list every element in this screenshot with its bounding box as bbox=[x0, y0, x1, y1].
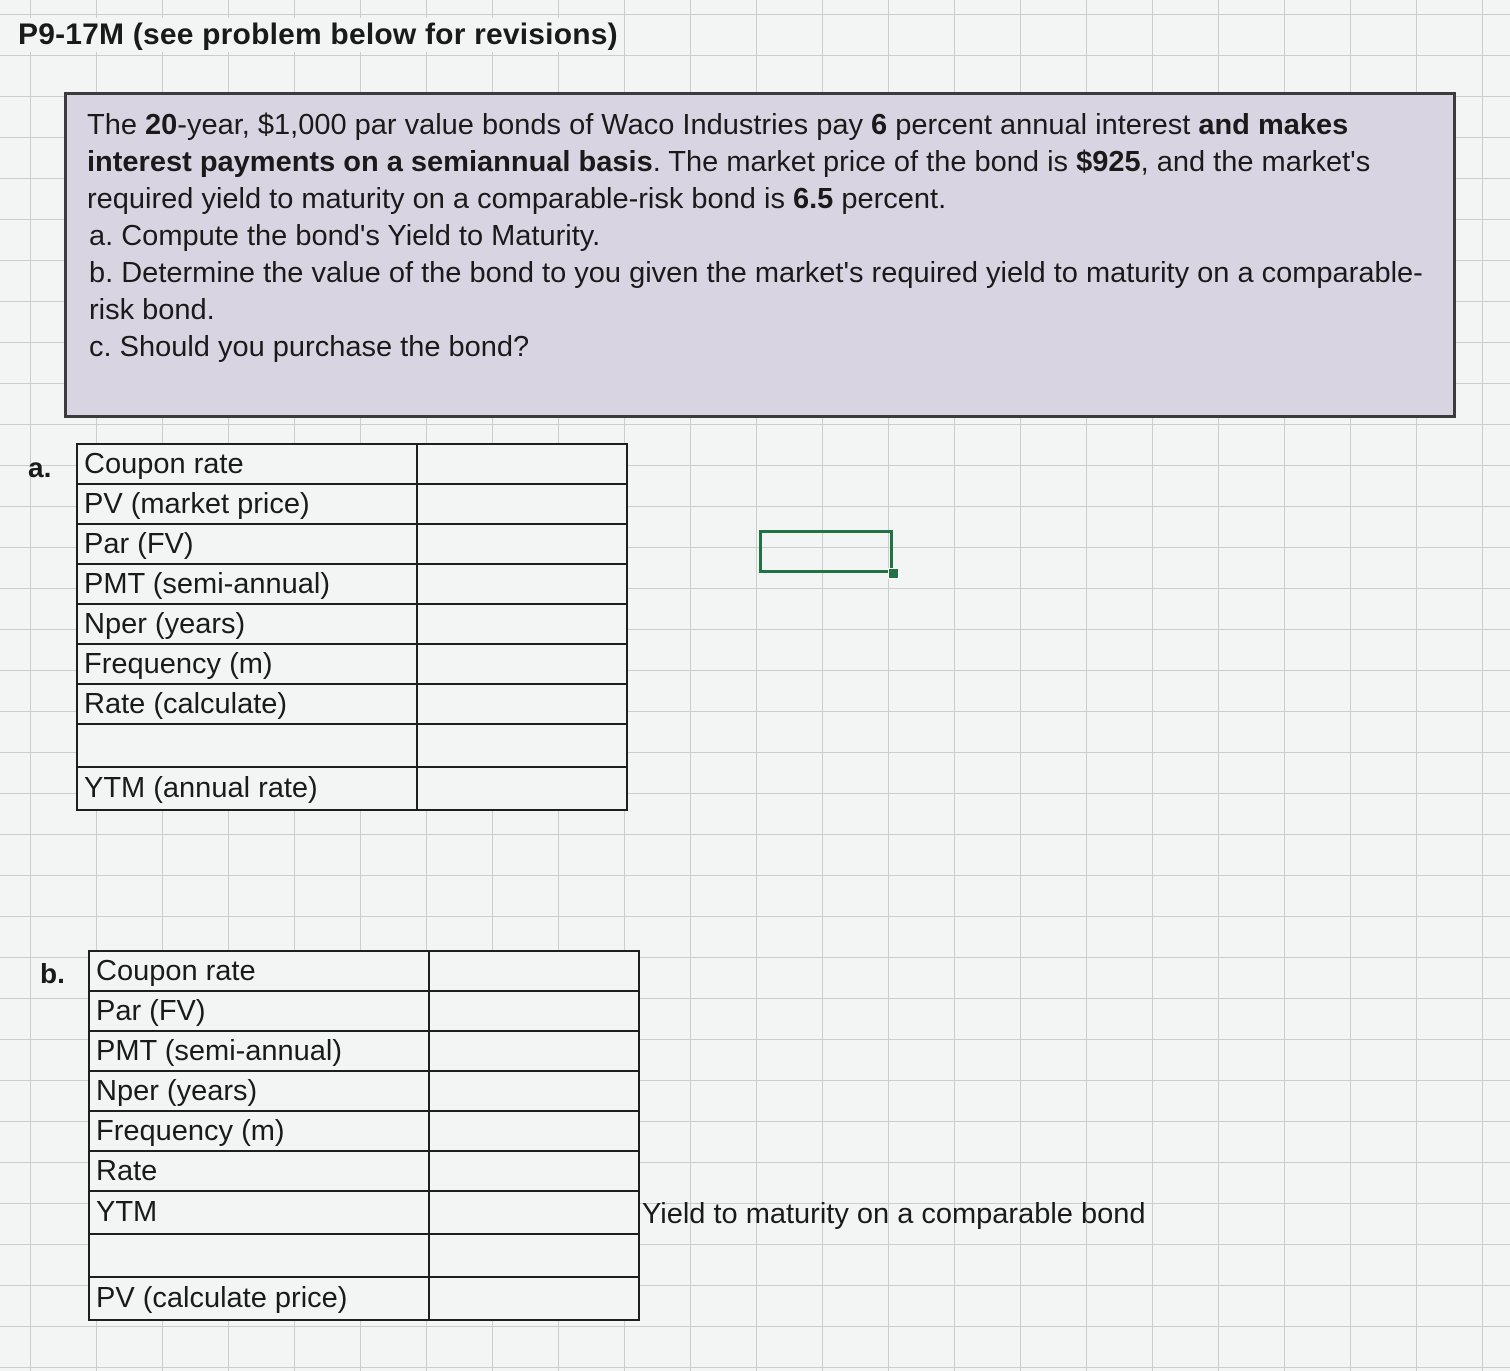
problem-item-b: b. Determine the value of the bond to you given the market's required yield to maturity on a comparable-risk bond. bbox=[89, 257, 1423, 326]
section-a-label[interactable]: a. bbox=[28, 452, 52, 483]
problem-intro: The 20-year, $1,000 par value bonds of Waco Industries pay 6 percent annual interest and makes interest payments on a semiannual basis. The market price of the bond is $925, and the market's required yield to maturity on a comparable-risk bond is 6.5 percent. bbox=[87, 109, 1371, 215]
table-row bbox=[89, 991, 639, 1031]
label-cell[interactable]: Frequency (m) bbox=[89, 1111, 429, 1151]
table-row bbox=[89, 1071, 639, 1111]
table-row bbox=[77, 604, 627, 644]
problem-item-c: c. Should you purchase the bond? bbox=[89, 331, 530, 363]
table-row bbox=[89, 1031, 639, 1071]
label-cell[interactable]: YTM bbox=[89, 1191, 429, 1234]
value-cell[interactable] bbox=[417, 444, 627, 484]
value-cell[interactable] bbox=[417, 767, 627, 810]
value-cell[interactable] bbox=[429, 1151, 639, 1191]
table-row bbox=[89, 1151, 639, 1191]
value-cell[interactable] bbox=[429, 1277, 639, 1320]
table-row bbox=[77, 767, 627, 810]
section-a-table bbox=[76, 443, 628, 811]
table-row bbox=[77, 564, 627, 604]
active-cell-selection[interactable] bbox=[759, 530, 893, 573]
value-cell[interactable] bbox=[417, 724, 627, 767]
value-cell[interactable] bbox=[429, 1031, 639, 1071]
table-row bbox=[77, 484, 627, 524]
table-row bbox=[89, 1191, 639, 1234]
value-cell[interactable] bbox=[429, 1191, 639, 1234]
value-cell[interactable] bbox=[417, 524, 627, 564]
table-row bbox=[89, 1111, 639, 1151]
label-cell[interactable]: Frequency (m) bbox=[77, 644, 417, 684]
value-cell[interactable] bbox=[417, 484, 627, 524]
label-cell[interactable]: PMT (semi-annual) bbox=[77, 564, 417, 604]
label-cell[interactable]: Coupon rate bbox=[77, 444, 417, 484]
label-cell[interactable]: Par (FV) bbox=[77, 524, 417, 564]
table-row bbox=[77, 444, 627, 484]
problem-item-a: a. Compute the bond's Yield to Maturity. bbox=[89, 220, 601, 252]
table-row bbox=[77, 524, 627, 564]
label-cell[interactable]: PV (calculate price) bbox=[89, 1277, 429, 1320]
value-cell[interactable] bbox=[429, 991, 639, 1031]
section-b-label[interactable]: b. bbox=[40, 958, 65, 989]
value-cell[interactable] bbox=[429, 1071, 639, 1111]
table-row bbox=[77, 724, 627, 767]
label-cell[interactable]: Nper (years) bbox=[89, 1071, 429, 1111]
fill-handle[interactable] bbox=[888, 568, 899, 579]
value-cell[interactable] bbox=[429, 1111, 639, 1151]
ytm-note[interactable]: Yield to maturity on a comparable bond bbox=[642, 1198, 1146, 1230]
label-cell[interactable]: Coupon rate bbox=[89, 951, 429, 991]
sheet-title[interactable]: P9-17M (see problem below for revisions) bbox=[18, 18, 622, 52]
table-row bbox=[89, 951, 639, 991]
value-cell[interactable] bbox=[417, 564, 627, 604]
label-cell[interactable]: Rate bbox=[89, 1151, 429, 1191]
value-cell[interactable] bbox=[417, 604, 627, 644]
label-cell[interactable] bbox=[89, 1234, 429, 1277]
value-cell[interactable] bbox=[417, 684, 627, 724]
label-cell[interactable]: Nper (years) bbox=[77, 604, 417, 644]
table-row bbox=[89, 1234, 639, 1277]
problem-text-box[interactable] bbox=[64, 92, 1456, 418]
value-cell[interactable] bbox=[429, 1234, 639, 1277]
section-b-table bbox=[88, 950, 640, 1321]
label-cell[interactable] bbox=[77, 724, 417, 767]
value-cell[interactable] bbox=[429, 951, 639, 991]
label-cell[interactable]: Rate (calculate) bbox=[77, 684, 417, 724]
label-cell[interactable]: YTM (annual rate) bbox=[77, 767, 417, 810]
value-cell[interactable] bbox=[417, 644, 627, 684]
table-row bbox=[77, 684, 627, 724]
table-row bbox=[89, 1277, 639, 1320]
label-cell[interactable]: Par (FV) bbox=[89, 991, 429, 1031]
table-row bbox=[77, 644, 627, 684]
label-cell[interactable]: PMT (semi-annual) bbox=[89, 1031, 429, 1071]
label-cell[interactable]: PV (market price) bbox=[77, 484, 417, 524]
